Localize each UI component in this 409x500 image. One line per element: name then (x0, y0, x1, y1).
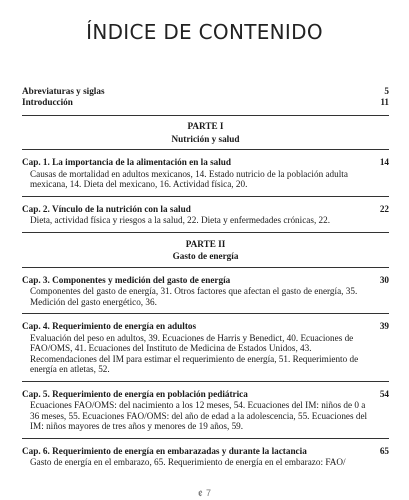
chapter-title: Cap. 1. La importancia de la alimentación en la salud (22, 157, 232, 167)
part-heading: PARTE II (185, 238, 226, 249)
chapter-entry[interactable] (22, 150, 389, 197)
chapter-description: Evaluación del peso en adultos, 39. Ecuaciones de Harris y Benedict, 40. Ecuaciones de FAO/OMS, 41. Ecuaciones del Instituto de Medicina de Estados Unidos, 43. Recomendaciones del IM para estimar el requerimiento de energía, 51. Requerimiento de energía en atletas, 52. (30, 332, 359, 374)
part-subtitle: Nutrición y salud (22, 134, 389, 151)
chapter-title: Cap. 6. Requerimiento de energía en embarazadas y durante la lactancia (22, 445, 307, 456)
entry-page: 5 (384, 86, 389, 96)
part-subtitle: Gasto de energía (22, 251, 389, 268)
chapter-page: 65 (379, 445, 389, 456)
table-of-contents (22, 86, 389, 474)
chapter-page: 14 (379, 157, 389, 167)
chapter-page: 54 (379, 388, 389, 399)
toc-front-entry[interactable] (22, 86, 389, 97)
entry-page: 11 (380, 96, 389, 107)
chapter-page: 22 (379, 203, 389, 214)
footer-logo-icon: ꬲ (197, 487, 204, 499)
chapter-description: Gasto de energía en el embarazo, 65. Requerimiento de energía en el embarazo: FAO/ (30, 457, 346, 467)
chapter-entry[interactable] (22, 439, 389, 474)
chapter-title: Cap. 4. Requerimiento de energía en adultos (22, 321, 197, 331)
page-footer (0, 485, 409, 500)
chapter-description: Causas de mortalidad en adultos mexicanos, 14. Estado nutricio de la población adulta mexicana, 14. Dieta del mexicano, 16. Actividad física, 20. (30, 168, 348, 189)
chapter-entry[interactable] (22, 268, 389, 315)
chapter-title: Cap. 3. Componentes y medición del gasto de energía (22, 274, 231, 285)
page-title: ÍNDICE DE CONTENIDO (86, 20, 323, 44)
chapter-entry[interactable] (22, 197, 389, 233)
part-heading: PARTE I (22, 115, 389, 132)
chapter-title: Cap. 2. Vínculo de la nutrición con la salud (22, 203, 191, 214)
footer-page-number: 7 (206, 488, 212, 498)
chapter-description: Ecuaciones FAO/OMS: del nacimiento a los 12 meses, 54. Ecuaciones del IM: niños de 0 a 36 meses, 55. Ecuaciones FAO/OMS: del año de edad a la adolescencia, 55. Ecuaciones del IM: niños mayores de tres años y menores de 19 años, 59. (30, 400, 368, 431)
chapter-description: Dieta, actividad física y riesgos a la salud, 22. Dieta y enfermedades crónicas, 22. (30, 215, 331, 225)
entry-title: Introducción (22, 96, 73, 107)
chapter-entry[interactable] (22, 314, 389, 382)
entry-title: Abreviaturas y siglas (22, 86, 105, 96)
chapter-description: Componentes del gasto de energía, 31. Otros factores que afectan el gasto de energía, 35. Medición del gasto energético, 36. (30, 286, 358, 307)
chapter-entry[interactable] (22, 382, 389, 439)
chapter-title: Cap. 5. Requerimiento de energía en población pediátrica (22, 388, 248, 399)
chapter-page: 30 (379, 274, 389, 285)
toc-front-entry[interactable] (22, 97, 389, 108)
chapter-page: 39 (379, 321, 389, 331)
